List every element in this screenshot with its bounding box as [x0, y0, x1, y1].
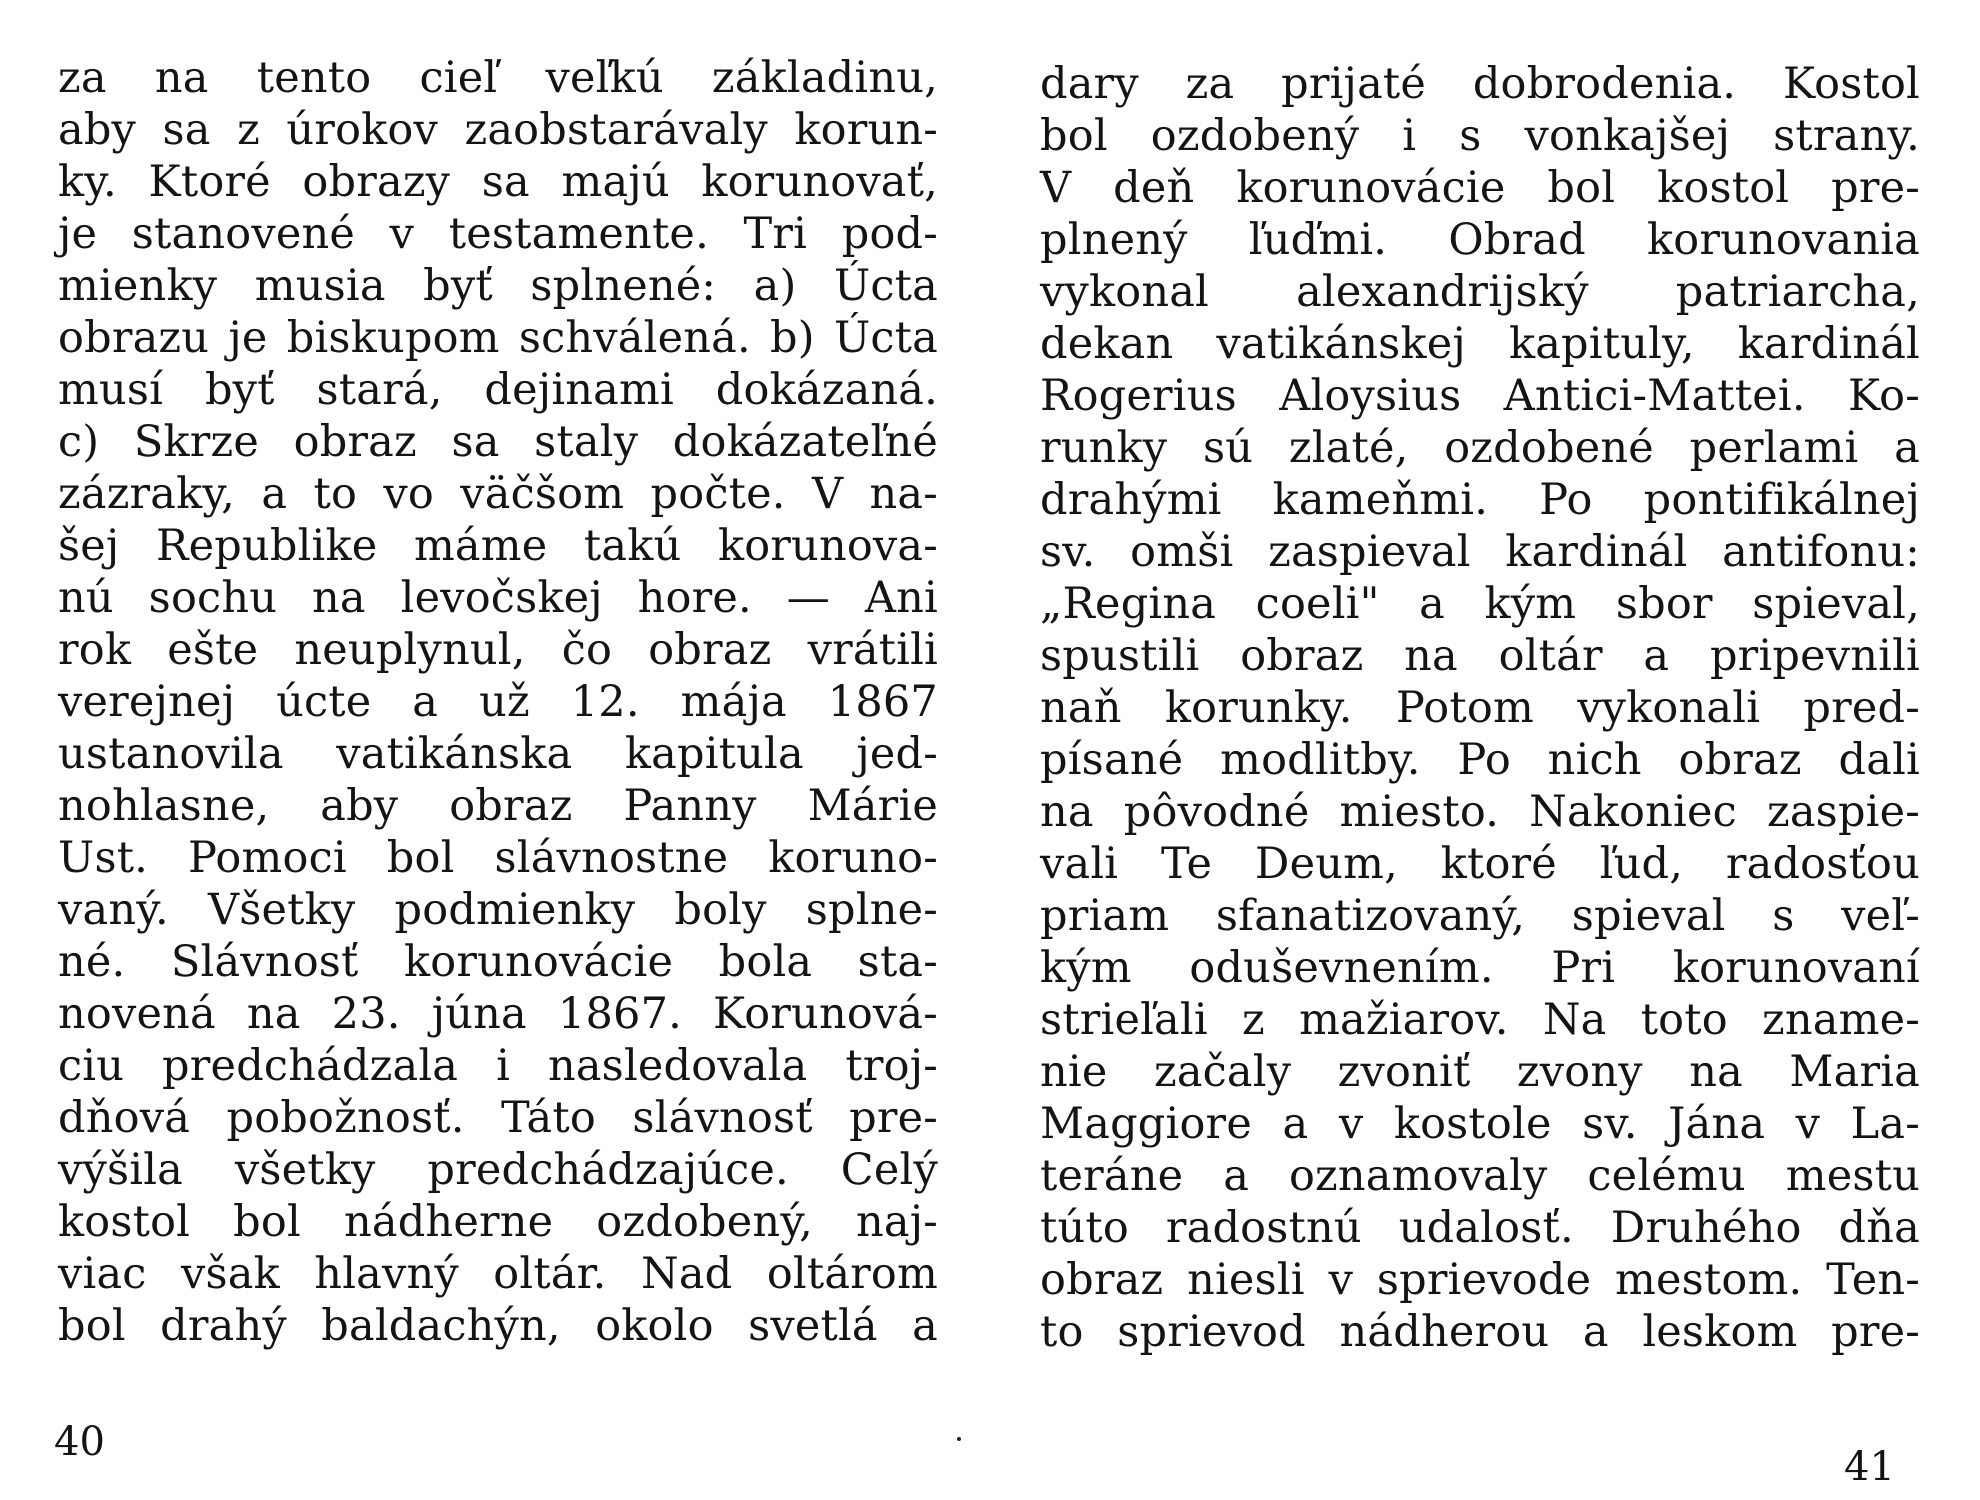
- text-line: túto radostnú udalosť. Druhého dňa: [1040, 1203, 1920, 1253]
- text-line: kostol bol nádherne ozdobený, naj-: [58, 1197, 938, 1247]
- right-page: [990, 0, 1980, 1500]
- text-line: „Regina coeli" a kým sbor spieval,: [1040, 579, 1920, 629]
- text-line: priam sfanatizovaný, spieval s veľ-: [1040, 891, 1920, 941]
- text-line: nie začaly zvoniť zvony na Maria: [1040, 1047, 1920, 1097]
- text-line: nohlasne, aby obraz Panny Márie: [58, 781, 938, 831]
- text-line: dňová pobožnosť. Táto slávnosť pre-: [58, 1093, 938, 1143]
- right-text-column: [1040, 58, 1920, 1358]
- text-line: dekan vatikánskej kapituly, kardinál: [1040, 319, 1920, 369]
- text-line: je stanovené v testamente. Tri pod-: [58, 209, 938, 259]
- text-line: Rogerius Aloysius Antici-Mattei. Ko-: [1040, 371, 1920, 421]
- right-page-number: 41: [1844, 1444, 1895, 1490]
- text-line: mienky musia byť splnené: a) Úcta: [58, 261, 938, 311]
- text-line: viac však hlavný oltár. Nad oltárom: [58, 1249, 938, 1299]
- text-line: runky sú zlaté, ozdobené perlami a: [1040, 423, 1920, 473]
- text-line: ky. Ktoré obrazy sa majú korunovať,: [58, 157, 938, 207]
- text-line: Ust. Pomoci bol slávnostne koruno-: [58, 833, 938, 883]
- gutter-dot: [957, 1437, 961, 1441]
- text-line: novená na 23. júna 1867. Korunová-: [58, 989, 938, 1039]
- text-line: nú sochu na levočskej hore. — Ani: [58, 573, 938, 623]
- text-line: rok ešte neuplynul, čo obraz vrátili: [58, 625, 938, 675]
- text-line: výšila všetky predchádzajúce. Celý: [58, 1145, 938, 1195]
- left-text-column: [58, 52, 938, 1352]
- text-line: spustili obraz na oltár a pripevnili: [1040, 631, 1920, 681]
- text-line: strieľali z mažiarov. Na toto zname-: [1040, 995, 1920, 1045]
- text-line: za na tento cieľ veľkú základinu,: [58, 53, 938, 103]
- text-line: to sprievod nádherou a leskom pre-: [1040, 1307, 1920, 1357]
- text-line: vali Te Deum, ktoré ľud, radosťou: [1040, 839, 1920, 889]
- text-line: Maggiore a v kostole sv. Jána v La-: [1040, 1099, 1920, 1149]
- text-line: drahými kameňmi. Po pontifikálnej: [1040, 475, 1920, 525]
- text-line: písané modlitby. Po nich obraz dali: [1040, 735, 1920, 785]
- text-line: V deň korunovácie bol kostol pre-: [1040, 163, 1920, 213]
- left-page-number: 40: [54, 1419, 105, 1465]
- text-line: dary za prijaté dobrodenia. Kostol: [1040, 59, 1920, 109]
- text-line: teráne a oznamovaly celému mestu: [1040, 1151, 1920, 1201]
- text-line: vaný. Všetky podmienky boly splne-: [58, 885, 938, 935]
- text-line: vykonal alexandrijský patriarcha,: [1040, 267, 1920, 317]
- text-line: na pôvodné miesto. Nakoniec zaspie-: [1040, 787, 1920, 837]
- text-line: aby sa z úrokov zaobstarávaly korun-: [58, 105, 938, 155]
- text-line: kým oduševnením. Pri korunovaní: [1040, 943, 1920, 993]
- text-line: verejnej úcte a už 12. mája 1867: [58, 677, 938, 727]
- text-line: zázraky, a to vo väčšom počte. V na-: [58, 469, 938, 519]
- text-line: šej Republike máme takú korunova-: [58, 521, 938, 571]
- text-line: c) Skrze obraz sa staly dokázateľné: [58, 417, 938, 467]
- text-line: né. Slávnosť korunovácie bola sta-: [58, 937, 938, 987]
- text-line: plnený ľuďmi. Obrad korunovania: [1040, 215, 1920, 265]
- text-line: bol ozdobený i s vonkajšej strany.: [1040, 111, 1920, 161]
- text-line: musí byť stará, dejinami dokázaná.: [58, 365, 938, 415]
- text-line: obrazu je biskupom schválená. b) Úcta: [58, 313, 938, 363]
- text-line: naň korunky. Potom vykonali pred-: [1040, 683, 1920, 733]
- text-line: sv. omši zaspieval kardinál antifonu:: [1040, 527, 1920, 577]
- text-line: bol drahý baldachýn, okolo svetlá a: [58, 1301, 938, 1351]
- text-line: ustanovila vatikánska kapitula jed-: [58, 729, 938, 779]
- text-line: ciu predchádzala i nasledovala troj-: [58, 1041, 938, 1091]
- text-line: obraz niesli v sprievode mestom. Ten-: [1040, 1255, 1920, 1305]
